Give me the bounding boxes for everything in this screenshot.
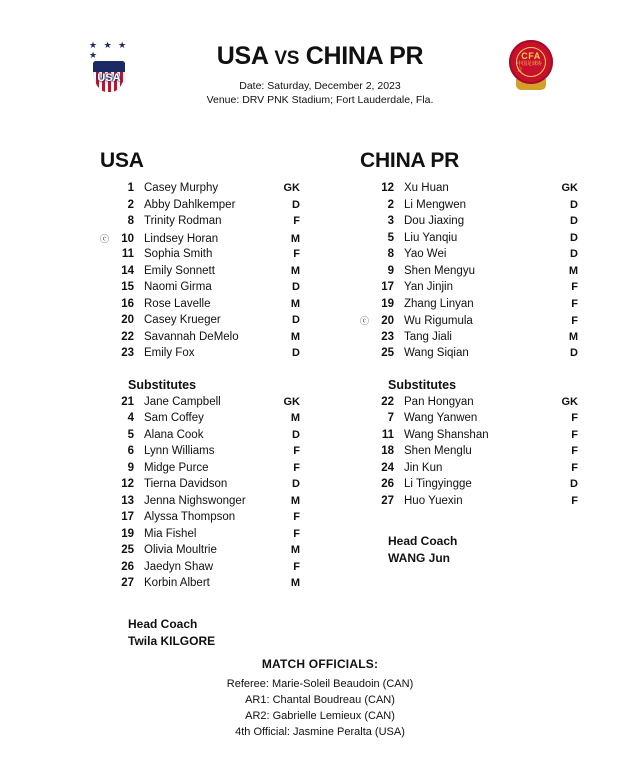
crest-inner-ring (516, 47, 546, 77)
player-name: Trinity Rodman (144, 215, 222, 227)
player-name: Wu Rigumula (404, 315, 473, 327)
crest-stars: ★ ★ ★ ★ (89, 40, 129, 60)
player-position: D (292, 314, 300, 326)
player-name: Dou Jiaxing (404, 215, 465, 227)
player-position: M (290, 264, 300, 277)
player-name: Mia Fishel (144, 527, 197, 540)
player-number: 21 (121, 395, 134, 408)
away-substitutes (360, 396, 640, 512)
player-number: 9 (127, 461, 134, 474)
player-number: 18 (381, 445, 394, 457)
player-number: 25 (121, 544, 134, 556)
match-title-away: CHINA PR (305, 42, 424, 70)
player-number: 6 (127, 445, 134, 457)
player-name: Sam Coffey (144, 412, 204, 424)
player-row (360, 495, 578, 512)
player-name: Rose Lavelle (144, 297, 211, 310)
crest-letters: USA (97, 71, 121, 84)
player-position: D (570, 198, 578, 211)
player-row (100, 314, 300, 331)
player-name: Shen Menglu (404, 445, 472, 457)
player-position: GK (561, 182, 578, 194)
player-position: F (293, 445, 300, 457)
player-position: D (292, 478, 300, 490)
player-row (100, 298, 300, 315)
player-number: 12 (121, 478, 134, 490)
match-venue: Venue: DRV PNK Stadium; Fort Lauderdale, Fla. (206, 94, 434, 106)
official-line: AR1: Chantal Boudreau (CAN) (245, 694, 395, 706)
player-position: D (292, 198, 300, 211)
player-row (360, 314, 578, 331)
player-number: 9 (387, 264, 394, 277)
home-crest (78, 36, 140, 92)
home-team-name: USA (100, 149, 144, 172)
away-team-name: CHINA PR (360, 149, 460, 172)
player-row (360, 248, 578, 265)
player-name: Tang Jiali (404, 330, 452, 343)
player-position: F (571, 428, 578, 441)
player-name: Casey Krueger (144, 314, 221, 326)
player-name: Jin Kun (404, 461, 443, 474)
match-date: Date: Saturday, December 2, 2023 (239, 80, 401, 92)
player-row (100, 331, 300, 348)
player-number: 23 (121, 347, 134, 359)
player-name: Yao Wei (404, 248, 447, 260)
player-row (360, 265, 578, 282)
player-number: 20 (121, 314, 134, 326)
home-substitutes-label: Substitutes (128, 377, 197, 392)
player-number: 16 (121, 297, 134, 310)
player-number: 11 (121, 248, 134, 260)
player-position: F (293, 511, 300, 523)
player-row (360, 347, 578, 364)
player-name: Naomi Girma (144, 281, 212, 293)
player-row (100, 347, 300, 364)
crest-letters-cfa: CFA (521, 51, 541, 61)
player-number: 24 (381, 461, 394, 474)
player-number: 19 (381, 297, 394, 310)
player-number: 17 (121, 511, 134, 523)
match-officials-lines (0, 676, 640, 740)
player-row (360, 331, 578, 348)
player-position: D (292, 281, 300, 293)
player-name: Savannah DeMelo (144, 330, 239, 343)
player-number: 26 (121, 560, 134, 573)
player-position: M (290, 494, 300, 507)
player-name: Lynn Williams (144, 445, 215, 457)
official-line: AR2: Gabrielle Lemieux (CAN) (245, 710, 395, 722)
home-coach-label: Head Coach (128, 616, 198, 631)
player-row (100, 577, 300, 594)
player-name: Korbin Albert (144, 577, 210, 589)
captain-marker: ⓒ (100, 233, 110, 244)
match-officials (0, 657, 640, 740)
player-position: M (290, 412, 300, 424)
player-row (100, 232, 300, 249)
player-number: 5 (127, 428, 134, 441)
crest-outer-ring (509, 40, 553, 84)
player-name: Alyssa Thompson (144, 511, 236, 523)
official-line: Referee: Marie-Soleil Beaudoin (CAN) (226, 678, 414, 690)
player-row (360, 412, 578, 429)
away-coach (360, 533, 640, 567)
player-position: F (293, 248, 300, 260)
match-officials-title: MATCH OFFICIALS: (261, 657, 379, 671)
player-name: Emily Fox (144, 347, 195, 359)
player-position: M (568, 264, 578, 277)
home-starters (100, 182, 320, 364)
player-position: D (570, 231, 578, 244)
player-row (360, 429, 578, 446)
player-number: 11 (381, 428, 394, 441)
player-number: 26 (381, 478, 394, 490)
player-number: 19 (121, 527, 134, 540)
player-position: D (570, 248, 578, 260)
player-row (100, 561, 300, 578)
player-row (360, 298, 578, 315)
player-number: 15 (121, 281, 134, 293)
player-number: 10 (121, 232, 134, 245)
player-row (100, 445, 300, 462)
player-name: Abby Dahlkemper (144, 198, 236, 211)
player-row (100, 544, 300, 561)
match-title-vs: VS (274, 48, 300, 69)
player-name: Li Mengwen (404, 198, 467, 211)
player-position: F (571, 494, 578, 507)
player-name: Midge Purce (144, 461, 209, 474)
usa-soccer-crest-icon (89, 40, 129, 92)
crest-shield (93, 61, 125, 92)
home-substitutes (100, 396, 320, 594)
player-position: F (293, 527, 300, 540)
player-name: Jenna Nighswonger (144, 494, 246, 507)
away-crest (500, 36, 562, 90)
player-position: M (290, 297, 300, 310)
player-row (100, 462, 300, 479)
player-position: F (571, 461, 578, 474)
home-coach-name: Twila KILGORE (128, 633, 216, 648)
player-name: Alana Cook (144, 428, 204, 441)
player-position: D (292, 428, 300, 441)
player-name: Jane Campbell (144, 395, 221, 408)
player-number: 2 (127, 198, 134, 211)
away-starters (360, 182, 640, 364)
player-position: D (570, 347, 578, 359)
player-row (100, 478, 300, 495)
player-row (100, 429, 300, 446)
player-position: F (293, 215, 300, 227)
player-name: Casey Murphy (144, 182, 219, 194)
player-number: 14 (121, 264, 134, 277)
player-position: D (570, 478, 578, 490)
away-coach-name: WANG Jun (388, 551, 450, 565)
player-number: 20 (381, 315, 394, 327)
player-number: 23 (381, 330, 394, 343)
player-row (100, 412, 300, 429)
official-line: 4th Official: Jasmine Peralta (USA) (235, 726, 405, 738)
player-number: 3 (387, 215, 394, 227)
player-position: F (571, 297, 578, 310)
home-coach (100, 616, 320, 650)
player-number: 22 (381, 395, 394, 408)
away-substitutes-label: Substitutes (388, 377, 457, 392)
player-position: D (292, 347, 300, 359)
player-name: Pan Hongyan (404, 395, 474, 408)
china-fa-crest-icon (509, 40, 553, 90)
player-position: F (571, 315, 578, 327)
player-number: 8 (127, 215, 134, 227)
player-name: Wang Yanwen (404, 412, 478, 424)
player-row (360, 396, 578, 413)
player-row (360, 462, 578, 479)
player-name: Wang Siqian (404, 347, 469, 359)
crest-subtext: 中国足球协会 (517, 61, 543, 73)
player-position: F (571, 281, 578, 293)
player-number: 12 (381, 182, 394, 194)
player-name: Emily Sonnett (144, 264, 215, 277)
player-position: F (571, 412, 578, 424)
player-name: Zhang Linyan (404, 297, 474, 310)
player-number: 4 (127, 412, 134, 424)
player-row (360, 215, 578, 232)
player-position: GK (283, 395, 300, 408)
player-row (100, 248, 300, 265)
player-name: Shen Mengyu (404, 264, 475, 277)
player-row (100, 199, 300, 216)
player-name: Liu Yanqiu (404, 231, 458, 244)
match-title (170, 42, 470, 73)
match-title-home: USA (216, 42, 268, 70)
player-position: F (293, 461, 300, 474)
player-row (100, 511, 300, 528)
team-lists (0, 107, 640, 650)
player-row (360, 232, 578, 249)
away-team-column (320, 149, 640, 650)
player-row (360, 445, 578, 462)
player-number: 17 (381, 281, 394, 293)
player-number: 1 (127, 182, 134, 194)
player-number: 25 (381, 347, 394, 359)
player-number: 22 (121, 330, 134, 343)
player-row (100, 495, 300, 512)
away-coach-label: Head Coach (388, 534, 458, 548)
player-position: M (290, 232, 300, 245)
player-name: Tierna Davidson (144, 478, 228, 490)
player-name: Li Tingyingge (404, 478, 472, 490)
home-team-column (0, 149, 320, 650)
match-header (0, 0, 640, 107)
player-row (100, 182, 300, 199)
player-row (360, 199, 578, 216)
player-position: GK (561, 395, 578, 408)
player-position: D (570, 215, 578, 227)
player-number: 27 (121, 577, 134, 589)
captain-marker: ⓒ (360, 316, 370, 326)
player-position: M (290, 544, 300, 556)
player-position: GK (283, 182, 300, 194)
player-name: Huo Yuexin (404, 494, 463, 507)
player-name: Wang Shanshan (404, 428, 489, 441)
player-name: Lindsey Horan (144, 232, 219, 245)
player-row (100, 396, 300, 413)
player-row (360, 478, 578, 495)
title-block (170, 36, 470, 107)
player-number: 7 (387, 412, 394, 424)
player-number: 2 (387, 198, 394, 211)
player-row (360, 182, 578, 199)
player-row (100, 215, 300, 232)
player-number: 27 (381, 494, 394, 507)
player-position: F (571, 445, 578, 457)
player-row (100, 528, 300, 545)
player-name: Sophia Smith (144, 248, 213, 260)
player-position: M (290, 577, 300, 589)
player-number: 5 (387, 231, 394, 244)
player-row (100, 281, 300, 298)
player-row (100, 265, 300, 282)
player-position: M (568, 330, 578, 343)
player-number: 8 (387, 248, 394, 260)
player-name: Olivia Moultrie (144, 544, 217, 556)
player-name: Jaedyn Shaw (144, 560, 214, 573)
player-number: 13 (121, 494, 134, 507)
player-row (360, 281, 578, 298)
player-position: F (293, 560, 300, 573)
player-name: Yan Jinjin (404, 281, 454, 293)
player-position: M (290, 330, 300, 343)
player-name: Xu Huan (404, 182, 449, 194)
